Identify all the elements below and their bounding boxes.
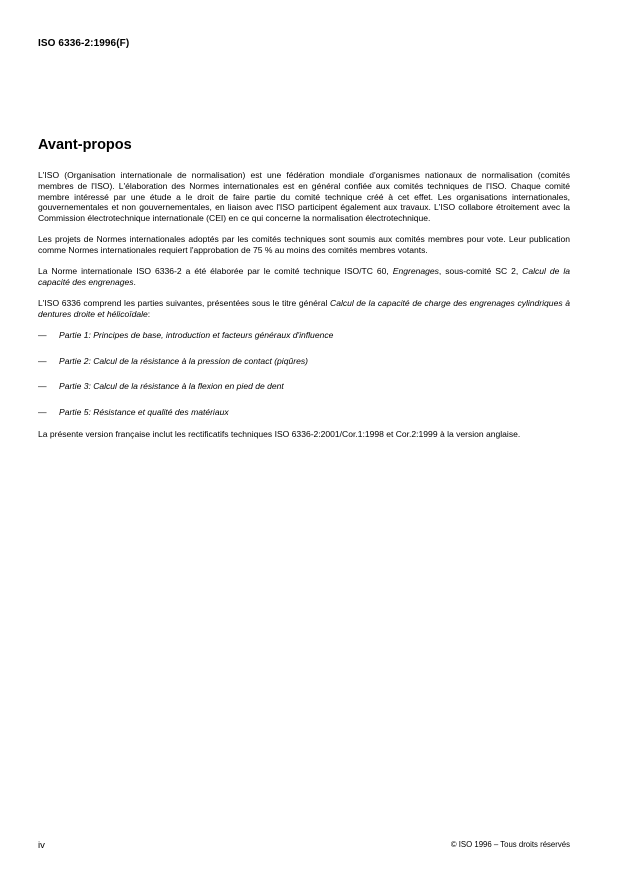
list-dash: —: [38, 330, 47, 341]
paragraph-draft-standards: Les projets de Normes internationales adoptés par les comités techniques sont soumis aux comités membres pour vote. Leur publication comme Normes internationales requiert l'approbation de 75 % au moins des comités membres votants.: [38, 234, 570, 255]
part-2-label: Partie 2: Calcul de la résistance à la pression de contact (piqûres): [59, 355, 308, 366]
list-dash: —: [38, 381, 47, 392]
committee-name: Engrenages: [392, 266, 439, 277]
paragraph-parts-intro-end: :: [147, 309, 151, 319]
list-dash: —: [38, 355, 47, 366]
list-item: [38, 407, 570, 418]
paragraph-prepared-by-text: La Norme internationale ISO 6336-2 a été élaborée par le comité technique ISO/TC 60,: [38, 266, 393, 277]
list-item: [38, 381, 570, 392]
paragraph-prepared-by-end: .: [133, 277, 136, 287]
paragraph-iso-organisation: L'ISO (Organisation internationale de normalisation) est une fédération mondiale d'organismes nationaux de normalisation (comités membres de l'ISO). L'élaboration des Normes internationales est en général confiée aux comités techniques de l'ISO. Chaque comité membre intéressé par une étude a le droit de faire partie du comité technique créé à cet effet. Les organisations internationales, gouvernementales et non gouvernementales, en liaison avec l'ISO participent également aux travaux. L'ISO collabore étroitement avec la Commission électrotechnique internationale (CEI) en ce qui concerne la normalisation électrotechnique.: [38, 170, 570, 223]
part-3-label: Partie 3: Calcul de la résistance à la flexion en pied de dent: [59, 381, 284, 392]
subcommittee-name: Calcul de la capacité des engrenages: [38, 266, 570, 287]
paragraph-french-version: La présente version française inclut les rectificatifs techniques ISO 6336-2:2001/Cor.1:1998 et Cor.2:1999 à la version anglaise.: [38, 429, 521, 440]
list-item: [38, 356, 570, 367]
page-number: iv: [38, 840, 45, 851]
general-title: Calcul de la capacité de charge des engrenages cylindriques à dentures droite et hélicoïdale: [38, 298, 570, 319]
section-title: Avant-propos: [38, 137, 132, 153]
paragraph-prepared-by: [38, 266, 570, 288]
document-identifier: ISO 6336-2:1996(F): [38, 38, 130, 49]
part-5-label: Partie 5: Résistance et qualité des matériaux: [59, 406, 229, 417]
part-1-label: Partie 1: Principes de base, introduction et facteurs généraux d'influence: [59, 330, 334, 341]
paragraph-parts-intro-text: L'ISO 6336 comprend les parties suivantes, présentées sous le titre général: [38, 298, 331, 309]
paragraph-prepared-by-text-2: , sous-comité SC 2,: [438, 266, 523, 277]
paragraph-parts-intro: [38, 298, 570, 320]
foreword-body: [38, 170, 570, 440]
list-dash: —: [38, 406, 47, 417]
list-item: [38, 330, 570, 341]
copyright-notice: © ISO 1996 – Tous droits réservés: [450, 840, 570, 849]
